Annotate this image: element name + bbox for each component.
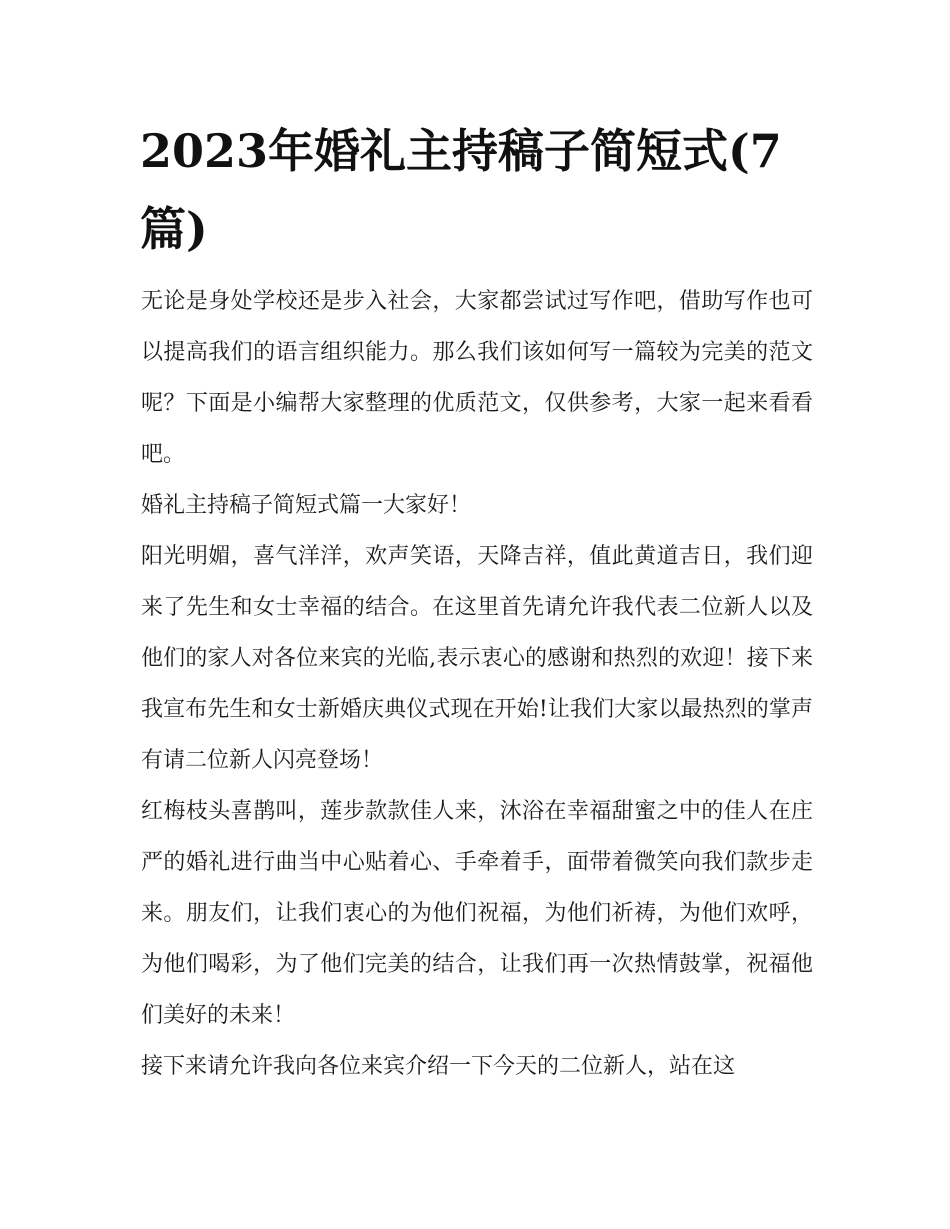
paragraph-opening: 阳光明媚，喜气洋洋，欢声笑语，天降吉祥，值此黄道吉日，我们迎来了先生和女士幸福的结合。在这里首先请允许我代表二位新人以及他们的家人对各位来宾的光临,表示衷心的感谢和热烈的欢迎！接下来我宣布先生和女士新婚庆典仪式现在开始!让我们大家以最热烈的掌声有请二位新人闪亮登场！	[141, 544, 813, 773]
paragraph-bride-entrance: 红梅枝头喜鹊叫，莲步款款佳人来，沐浴在幸福甜蜜之中的佳人在庄严的婚礼进行曲当中心贴着心、手牵着手，面带着微笑向我们款步走来。朋友们，让我们衷心的为他们祝福，为他们祈祷，为他们欢呼，为他们喝彩，为了他们完美的结合，让我们再一次热情鼓掌，祝福他们美好的未来！	[141, 799, 813, 1028]
paragraph-intro: 无论是身处学校还是步入社会，大家都尝试过写作吧，借助写作也可以提高我们的语言组织能力。那么我们该如何写一篇较为完美的范文呢？下面是小编帮大家整理的优质范文，仅供参考，大家一起来看看吧。	[141, 289, 813, 467]
paragraph-section-heading: 婚礼主持稿子简短式篇一大家好！	[141, 493, 472, 518]
document-body	[141, 276, 813, 1092]
paragraph-introduction: 接下来请允许我向各位来宾介绍一下今天的二位新人，站在这	[141, 1054, 736, 1079]
document-title: 2023年婚礼主持稿子简短式(7篇)	[140, 124, 782, 256]
